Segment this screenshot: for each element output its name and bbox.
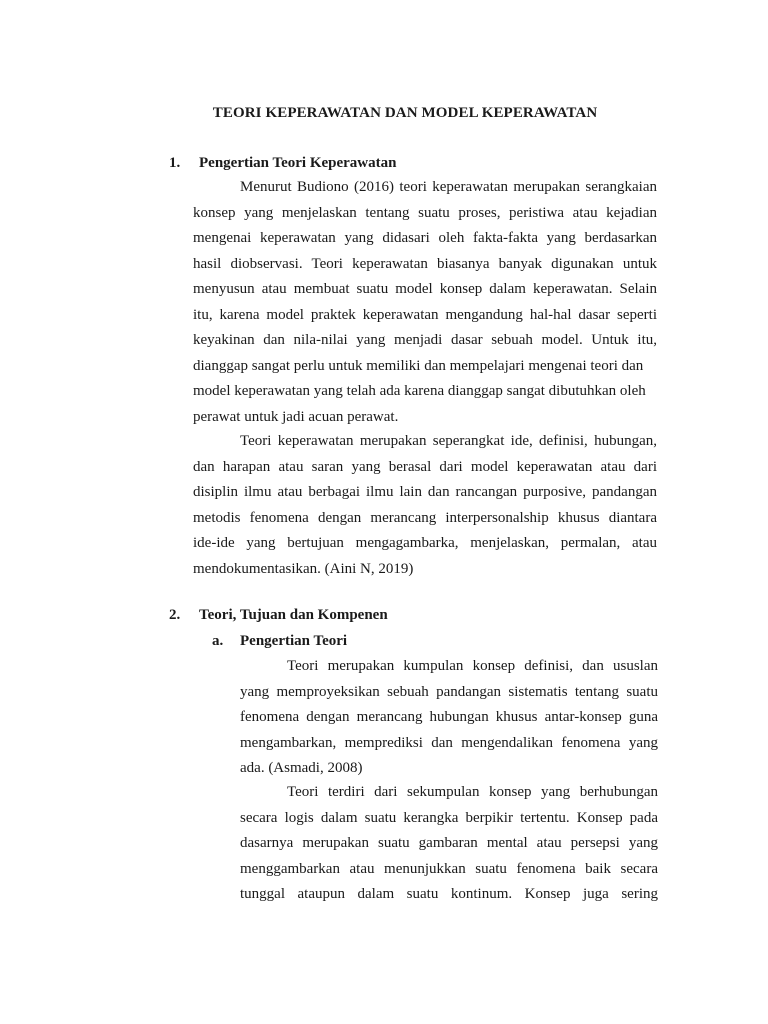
paragraph-line: itu, karena model praktek keperawatan mengandung hal-hal dasar seperti xyxy=(193,306,657,323)
section-2-number: 2. xyxy=(169,607,181,623)
section-1-number: 1. xyxy=(169,155,181,171)
paragraph-line: tunggal ataupun dalam suatu kontinum. Konsep juga sering xyxy=(240,886,658,902)
paragraph-line: dan harapan atau saran yang berasal dari model keperawatan atau dari xyxy=(193,458,657,475)
paragraph-line: Teori keperawatan merupakan seperangkat ide, definisi, hubungan, xyxy=(240,433,657,449)
subsection-a-letter: a. xyxy=(212,633,224,649)
paragraph-line: ada. (Asmadi, 2008) xyxy=(240,760,363,776)
paragraph-line: metodis fenomena dengan merancang interpersonalship khusus diantara xyxy=(193,509,657,526)
paragraph-line: menggambarkan atau menunjukkan suatu fenomena baik secara xyxy=(240,860,658,877)
paragraph-line: fenomena dengan merancang hubungan khusus antar-konsep guna xyxy=(240,709,658,725)
paragraph-line: ide-ide yang bertujuan mengagambarka, menjelaskan, permalan, atau xyxy=(193,535,657,551)
paragraph-line: dasarnya merupakan suatu gambaran mental atau persepsi yang xyxy=(240,835,658,851)
paragraph-line: model keperawatan yang telah ada karena dianggap sangat dibutuhkan oleh xyxy=(193,383,646,399)
section-1-paragraph-1 xyxy=(193,175,657,430)
paragraph-line: dianggap sangat perlu untuk memiliki dan mempelajari mengenai teori dan xyxy=(193,357,644,374)
paragraph-line: Menurut Budiono (2016) teori keperawatan merupakan serangkaian xyxy=(240,179,657,195)
paragraph-line: mengambarkan, memprediksi dan mengendalikan fenomena yang xyxy=(240,734,658,751)
subsection-a-paragraph-2 xyxy=(240,780,658,908)
paragraph-line: konsep yang menjelaskan tentang suatu proses, peristiwa atau kejadian xyxy=(193,204,657,221)
subsection-a-title: Pengertian Teori xyxy=(240,633,348,649)
section-2-title: Teori, Tujuan dan Kompenen xyxy=(199,607,388,623)
paragraph-line: yang memproyeksikan sebuah pandangan sistematis tentang suatu xyxy=(240,683,658,700)
paragraph-line: keyakinan dan nila-nilai yang menjadi dasar sebuah model. Untuk itu, xyxy=(193,332,657,348)
section-2-heading xyxy=(169,605,388,625)
section-1-heading xyxy=(169,153,396,173)
paragraph-line: menyusun atau membuat suatu model konsep dalam keperawatan. Selain xyxy=(193,281,657,297)
document-title: TEORI KEPERAWATAN DAN MODEL KEPERAWATAN xyxy=(212,105,598,121)
section-1-title: Pengertian Teori Keperawatan xyxy=(199,155,397,171)
section-1-paragraph-2 xyxy=(193,429,657,582)
paragraph-line: mengenai keperawatan yang didasari oleh fakta-fakta yang berdasarkan xyxy=(193,230,657,246)
paragraph-line: Teori merupakan kumpulan konsep definisi, dan ususlan xyxy=(287,658,658,674)
paragraph-line: hasil diobservasi. Teori keperawatan biasanya banyak digunakan untuk xyxy=(193,255,657,272)
paragraph-line: secara logis dalam suatu kerangka berpikir tertentu. Konsep pada xyxy=(240,809,658,826)
subsection-a-paragraph-1 xyxy=(240,654,658,782)
subsection-a-heading xyxy=(212,631,347,651)
paragraph-line: mendokumentasikan. (Aini N, 2019) xyxy=(193,560,414,577)
paragraph-line: Teori terdiri dari sekumpulan konsep yang berhubungan xyxy=(287,784,658,800)
paragraph-line: perawat untuk jadi acuan perawat. xyxy=(193,408,399,425)
paragraph-line: disiplin ilmu atau berbagai ilmu lain dan rancangan purposive, pandangan xyxy=(193,484,657,500)
